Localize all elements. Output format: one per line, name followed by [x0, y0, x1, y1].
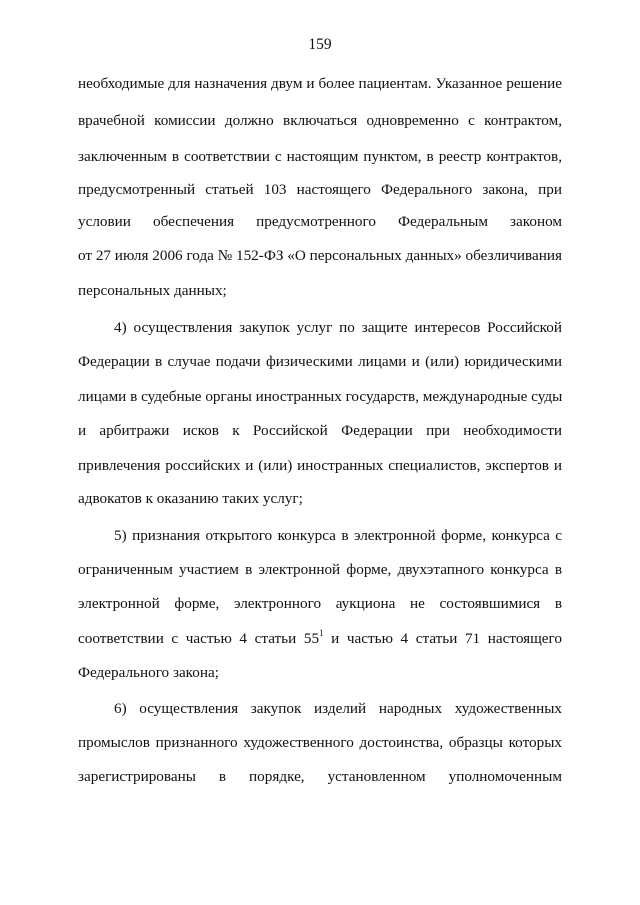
- text-line: зарегистрированы в порядке, установленном уполномоченным: [78, 768, 562, 785]
- text-line-with-superscript: [78, 629, 562, 649]
- text-line: предусмотренный статьей 103 настоящего Федерального закона, при: [78, 181, 562, 198]
- text-line: от 27 июля 2006 года № 152-ФЗ «О персональных данных» обезличивания: [78, 247, 563, 264]
- text-line: условии обеспечения предусмотренного Федеральным законом: [78, 213, 562, 230]
- text-line: адвокатов к оказанию таких услуг;: [78, 490, 303, 507]
- paragraph-first-line: 5) признания открытого конкурса в электронной форме, конкурса с: [114, 527, 562, 544]
- text-line: привлечения российских и (или) иностранных специалистов, экспертов и: [78, 457, 562, 474]
- text-line: Федерации в случае подачи физическими лицами и (или) юридическими: [78, 353, 562, 370]
- paragraph-first-line: 6) осуществления закупок изделий народных художественных: [114, 700, 562, 717]
- page-number: 159: [308, 36, 332, 53]
- text-line: персональных данных;: [78, 282, 227, 299]
- superscript-index: 1: [319, 628, 324, 638]
- text-line: электронной форме, электронного аукциона не состоявшимися в: [78, 595, 562, 612]
- text-line: ограниченным участием в электронной форме, двухэтапного конкурса в: [78, 561, 562, 578]
- text-line: Федерального закона;: [78, 664, 219, 681]
- text-line: заключенным в соответствии с настоящим пунктом, в реестр контрактов,: [78, 148, 562, 165]
- text-segment: и частью 4 статьи 71 настоящего: [323, 630, 562, 647]
- text-line: промыслов признанного художественного достоинства, образцы которых: [78, 734, 562, 751]
- text-line: лицами в судебные органы иностранных государств, международные суды: [78, 388, 563, 405]
- text-line: врачебной комиссии должно включаться одновременно с контрактом,: [78, 112, 562, 129]
- paragraph-first-line: 4) осуществления закупок услуг по защите интересов Российской: [114, 319, 562, 336]
- text-segment: соответствии с частью 4 статьи 55: [78, 630, 320, 647]
- text-line: необходимые для назначения двум и более пациентам. Указанное решение: [78, 75, 562, 92]
- text-line: и арбитражи исков к Российской Федерации при необходимости: [78, 422, 562, 439]
